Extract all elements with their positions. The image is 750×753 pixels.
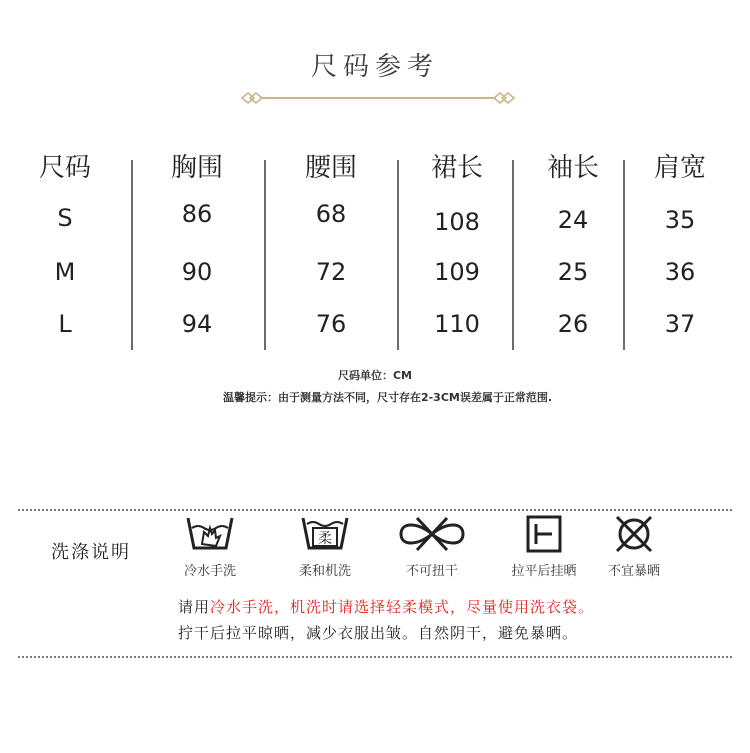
care-item-do-not-wring bbox=[382, 514, 482, 579]
waist-column bbox=[276, 148, 386, 338]
column-header: 尺码 bbox=[38, 153, 91, 183]
table-cell: 36 bbox=[664, 258, 696, 286]
care-label: 柔和机洗 bbox=[298, 564, 351, 579]
table-cell: 94 bbox=[181, 310, 213, 338]
table-cell: 72 bbox=[315, 258, 347, 286]
note-highlight-text: 冷水手洗，机洗时请选择轻柔模式，尽量使用洗衣袋。 bbox=[210, 598, 595, 616]
care-item-hand-wash bbox=[160, 514, 260, 579]
column-divider bbox=[397, 160, 399, 350]
dotted-divider bbox=[18, 656, 732, 658]
column-divider bbox=[131, 160, 133, 350]
table-cell: 90 bbox=[181, 258, 213, 286]
column-header: 裙长 bbox=[430, 153, 483, 183]
page-title: 尺码参考 bbox=[310, 52, 439, 82]
table-cell: 86 bbox=[181, 200, 213, 228]
sleeve-length-column bbox=[518, 148, 628, 338]
table-cell: 26 bbox=[557, 310, 589, 338]
shoulder-width-column bbox=[625, 148, 735, 338]
dotted-divider bbox=[18, 509, 732, 511]
table-cell: 68 bbox=[315, 200, 347, 228]
column-header: 肩宽 bbox=[653, 153, 706, 183]
table-cell: 108 bbox=[434, 208, 480, 236]
column-divider bbox=[512, 160, 514, 350]
care-item-dry-flat bbox=[494, 514, 594, 579]
size-table bbox=[0, 148, 750, 358]
skirt-length-column bbox=[402, 148, 512, 338]
do-not-wring-icon bbox=[397, 514, 467, 554]
care-label: 不宜暴晒 bbox=[607, 564, 660, 579]
column-header: 腰围 bbox=[304, 153, 357, 183]
table-cell: 110 bbox=[434, 310, 480, 338]
washing-note-2: 拧干后拉平晾晒，减少衣服出皱。自然阴干，避免暴晒。 bbox=[178, 624, 579, 642]
column-header: 袖长 bbox=[546, 153, 599, 183]
column-header: 胸围 bbox=[170, 153, 223, 183]
table-cell: 25 bbox=[557, 258, 589, 286]
table-cell: L bbox=[58, 310, 72, 338]
washing-note-1 bbox=[178, 596, 594, 617]
care-item-do-not-sun-dry bbox=[584, 514, 684, 579]
table-cell: 24 bbox=[557, 206, 589, 234]
hand-wash-icon bbox=[182, 514, 238, 554]
care-label: 冷水手洗 bbox=[183, 564, 236, 579]
dry-flat-icon bbox=[524, 514, 564, 554]
care-item-gentle-machine-wash bbox=[275, 514, 375, 579]
table-cell: 76 bbox=[315, 310, 347, 338]
measurement-tip: 温馨提示：由于测量方法不同，尺寸存在2-3CM误差属于正常范围. bbox=[222, 391, 553, 404]
care-label: 拉平后挂晒 bbox=[511, 564, 577, 579]
table-cell: S bbox=[57, 204, 73, 232]
gentle-glyph: 柔 bbox=[318, 531, 332, 547]
title-divider-ornament bbox=[238, 88, 518, 108]
table-cell: 37 bbox=[664, 310, 696, 338]
table-cell: 109 bbox=[434, 258, 480, 286]
unit-note: 尺码单位：CM bbox=[337, 369, 413, 382]
table-cell: M bbox=[54, 258, 76, 286]
gentle-machine-wash-icon bbox=[297, 514, 353, 554]
column-divider bbox=[264, 160, 266, 350]
note-text: 请用 bbox=[178, 598, 211, 616]
do-not-sun-dry-icon bbox=[612, 514, 656, 554]
size-column bbox=[10, 148, 120, 338]
table-cell: 35 bbox=[664, 206, 696, 234]
bust-column bbox=[142, 148, 252, 338]
care-label: 不可扭干 bbox=[405, 564, 458, 579]
washing-title: 洗涤说明 bbox=[51, 542, 131, 563]
